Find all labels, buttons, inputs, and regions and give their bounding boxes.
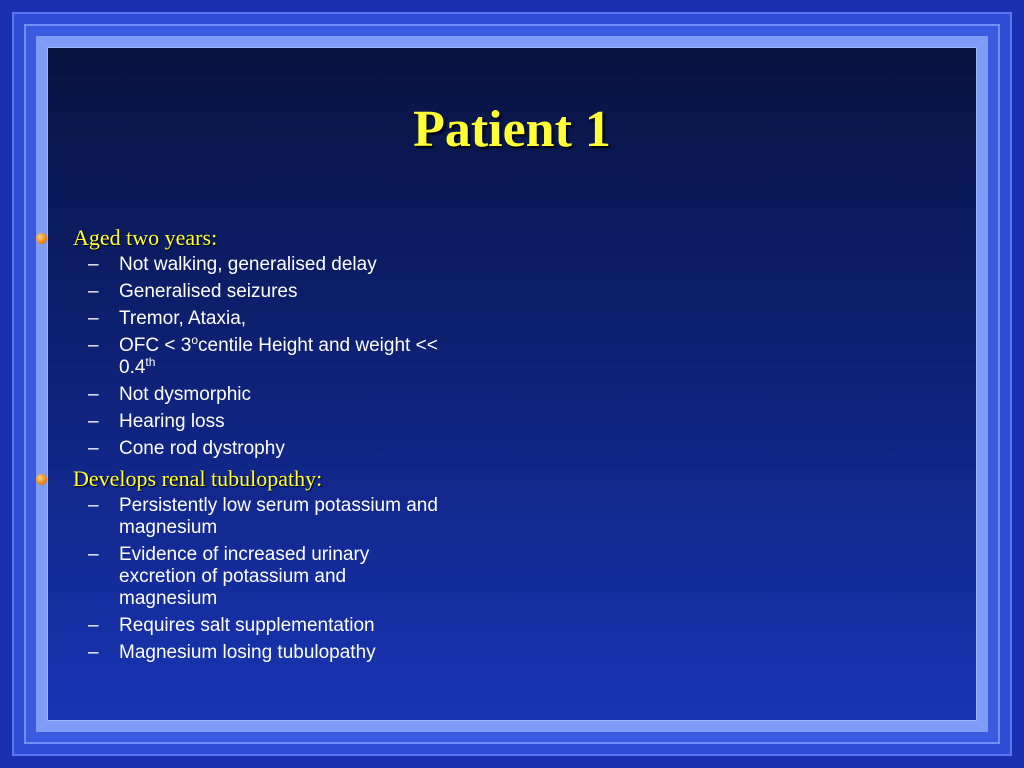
bullet-group-renal (36, 465, 456, 664)
bullet-heading: Aged two years: (36, 224, 456, 252)
dash-icon: – (88, 281, 99, 302)
bullet-heading: Develops renal tubulopathy: (36, 465, 456, 493)
sub-list (36, 254, 456, 460)
sub-item: – Tremor, Ataxia, (88, 308, 247, 329)
dash-icon: – (88, 411, 99, 432)
dash-icon: – (88, 308, 99, 329)
sub-item: – Not walking, generalised delay (88, 254, 377, 275)
sub-item (36, 335, 456, 379)
sub-item: – Evidence of increased urinary excretion of potassium and magnesium (88, 544, 370, 609)
sub-item: – Persistently low serum potassium and magnesium (88, 495, 438, 538)
dash-icon: – (88, 438, 99, 459)
dash-icon: – (88, 642, 99, 663)
bullet-dot-icon (36, 233, 47, 244)
sub-item: – Generalised seizures (88, 281, 298, 302)
sub-item: – Cone rod dystrophy (88, 438, 285, 459)
sub-item: – Requires salt supplementation (88, 615, 375, 636)
dash-icon: – (88, 615, 99, 636)
sub-item: – Not dysmorphic (88, 384, 251, 405)
sub-item-ofc: OFC < $3^ocentile$ Height and weight << 0.4th (119, 333, 438, 378)
dash-icon: – (88, 254, 99, 275)
bullet-group-aged (36, 224, 456, 460)
sub-list (36, 495, 456, 664)
sub-item: – Magnesium losing tubulopathy (88, 642, 376, 663)
dash-icon: – (88, 384, 99, 405)
dash-icon: – (88, 544, 99, 565)
sub-item: – Hearing loss (88, 411, 225, 432)
dash-icon: – (88, 335, 99, 356)
bullet-dot-icon (36, 474, 47, 485)
bullet-list (36, 224, 456, 669)
dash-icon: – (88, 495, 99, 516)
slide-title: Patient 1 (413, 101, 611, 158)
